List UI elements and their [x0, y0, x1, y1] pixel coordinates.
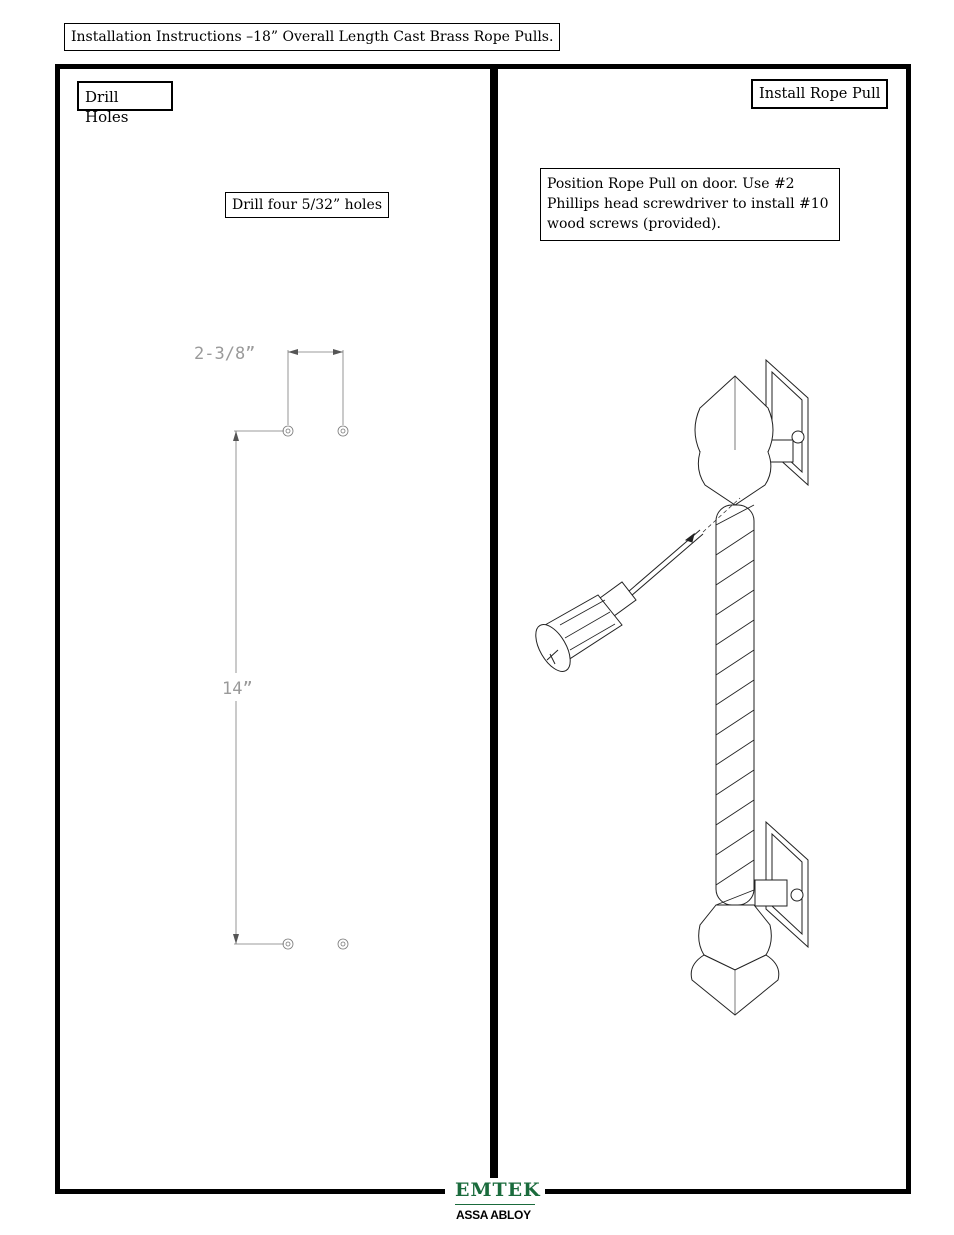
screwdriver-icon	[529, 582, 636, 677]
bottom-screw-icon	[791, 889, 803, 901]
logo-brand-text: EMTEK	[455, 1179, 541, 1201]
logo-divider	[455, 1204, 535, 1205]
install-note: Position Rope Pull on door. Use #2 Phillips head screwdriver to install #10 wood screws (provided).	[540, 168, 840, 241]
rope-body	[716, 505, 754, 905]
drill-holes-title: Drill Holes	[77, 81, 173, 111]
dim-horizontal-label: 2-3/8”	[194, 344, 256, 364]
logo-sub-text: ASSA ABLOY	[456, 1208, 531, 1222]
dim-vertical-label: 14”	[222, 679, 253, 699]
drill-note: Drill four 5/32” holes	[225, 192, 389, 218]
top-screw-icon	[792, 431, 804, 443]
emtek-logo	[445, 1178, 545, 1232]
install-rope-pull-title: Install Rope Pull	[751, 79, 888, 109]
document-title: Installation Instructions –18” Overall Length Cast Brass Rope Pulls.	[64, 23, 560, 51]
